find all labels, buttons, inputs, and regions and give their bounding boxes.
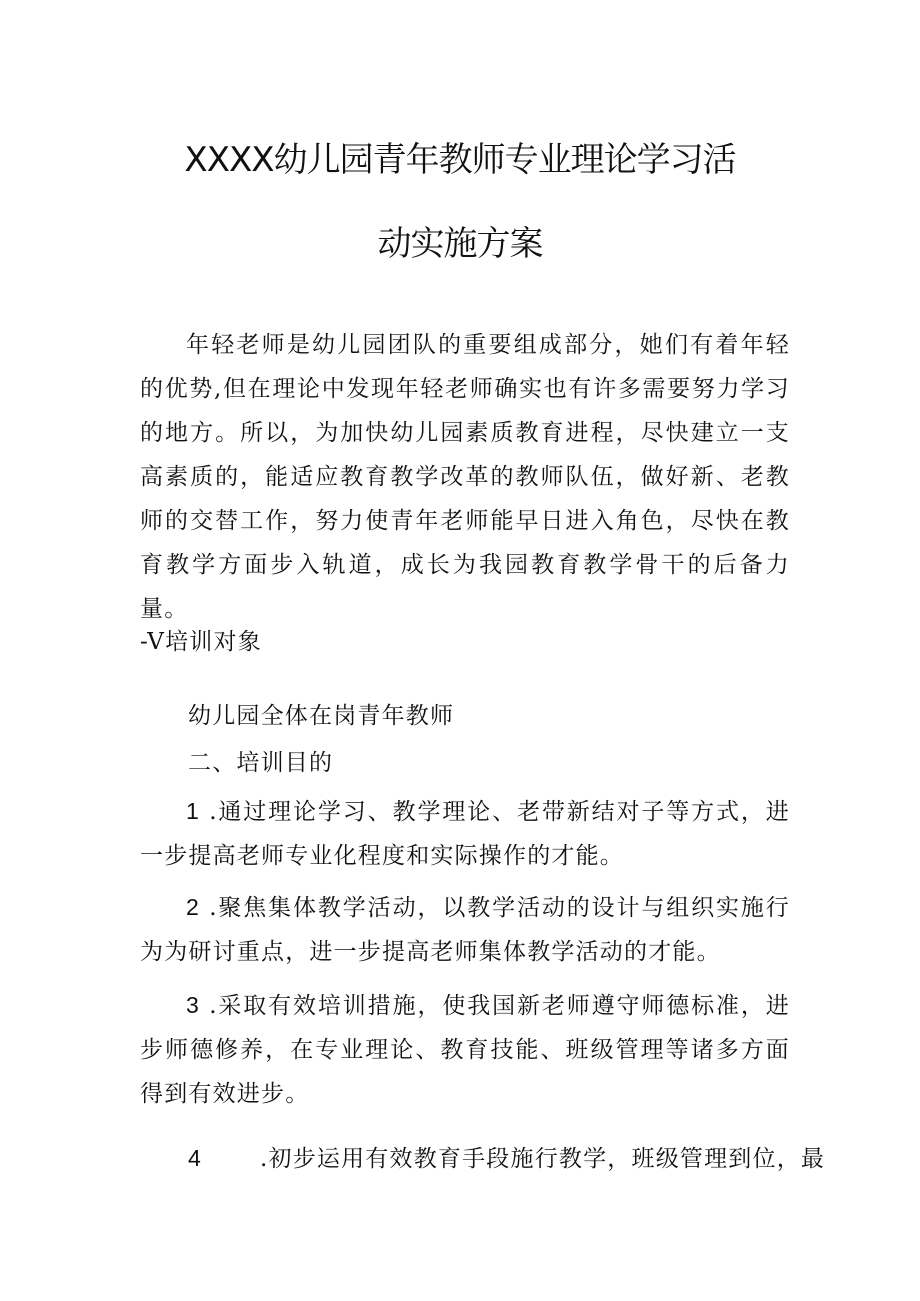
objective-item-3-number: 3 — [186, 992, 200, 1018]
objective-item-4-number: 4 — [188, 1145, 202, 1171]
document-title-line-1: XXXX幼儿园青年教师专业理论学习活 — [184, 140, 736, 180]
objective-item-1-text: .通过理论学习、教学理论、老带新结对子等方式，进一步提高老师专业化程度和实际操作的才能。 — [140, 799, 790, 869]
intro-paragraph: 年轻老师是幼儿园团队的重要组成部分，她们有着年轻的优势,但在理论中发现年轻老师确实也有许多需要努力学习的地方。所以，为加快幼儿园素质教育进程，尽快建立一支高素质的，能适应教育教学改革的教师队伍，做好新、老教师的交替工作，努力使青年老师能早日进入角色，尽快在教育教学方面步入轨道，成长为我园教育教学骨干的后备力量。 — [140, 332, 790, 622]
section2-heading: 二、培训目的 — [188, 750, 334, 776]
objective-item-3 — [140, 983, 790, 1116]
section1-heading: -V培训对象 — [140, 629, 262, 655]
objective-item-3-text: .采取有效培训措施，使我国新老师遵守师德标准，进步师德修养，在专业理论、教育技能、班级管理等诸多方面得到有效进步。 — [140, 993, 790, 1107]
document-title-line-2: 动实施方案 — [377, 224, 543, 264]
objective-item-2-number: 2 — [186, 894, 200, 920]
section1-body: 幼儿园全体在岗青年教师 — [188, 703, 455, 729]
objective-item-1-number: 1 — [186, 798, 200, 824]
objective-item-1 — [140, 789, 790, 878]
objective-item-4-text: .初步运用有效教育手段施行教学，班级管理到位，最 — [260, 1146, 826, 1172]
objective-item-2-text: .聚焦集体教学活动，以教学活动的设计与组织实施行为为研讨重点，进一步提高老师集体教学活动的才能。 — [140, 895, 790, 965]
objective-item-4 — [188, 1140, 825, 1173]
objective-item-2 — [140, 885, 790, 974]
